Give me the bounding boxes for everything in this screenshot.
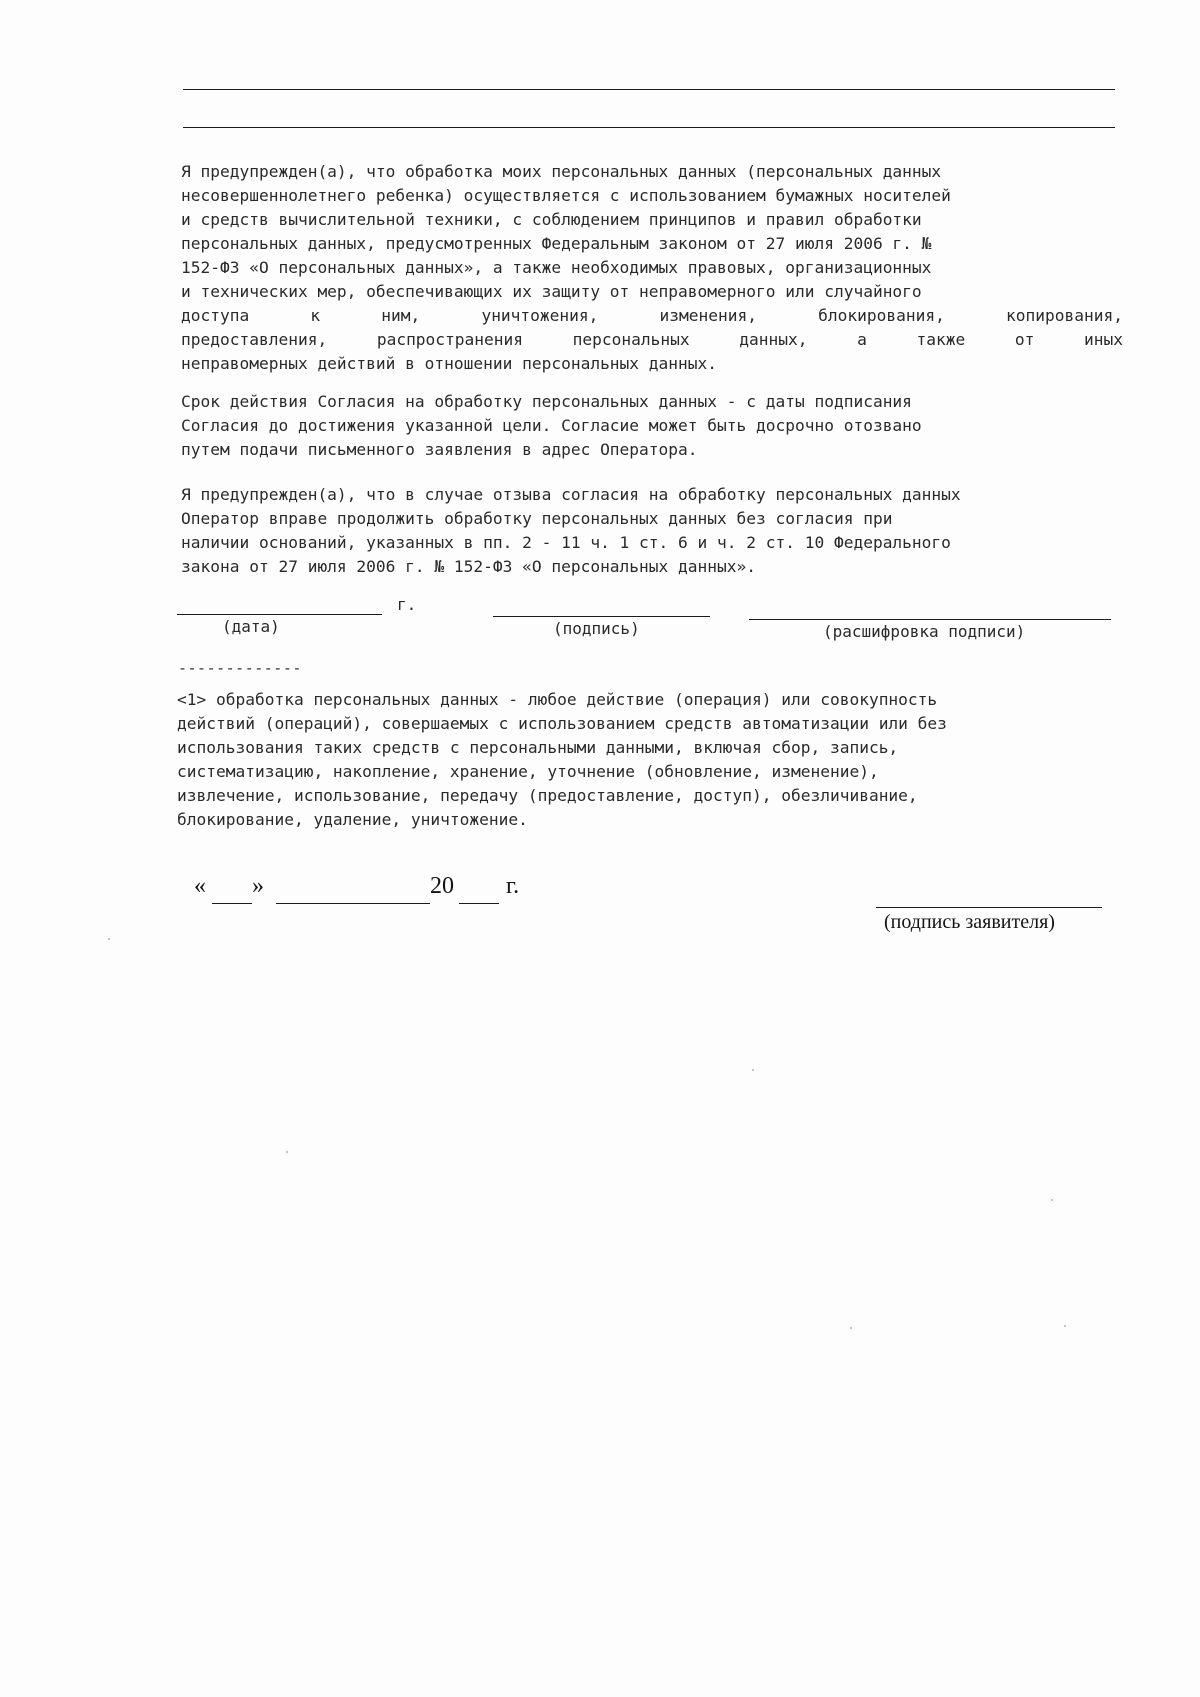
paragraph-line: несовершеннолетнего ребенка) осуществляется с использованием бумажных носителей <box>181 186 951 205</box>
year-line <box>459 903 499 904</box>
paragraph-line: персональных данных, предусмотренных Федеральным законом от 27 июля 2006 г. № <box>181 234 932 253</box>
footnote-line: действий (операций), совершаемых с использованием средств автоматизации или без <box>177 714 947 733</box>
date-caption: (дата) <box>222 617 280 636</box>
paragraph-line: предоставления, распространения персональных данных, а также от иных <box>181 330 1123 349</box>
footnote-line: блокирование, удаление, уничтожение. <box>177 810 528 829</box>
scan-speck <box>850 1327 852 1329</box>
date-line <box>177 614 382 615</box>
footnote-separator: ------------- <box>178 659 302 677</box>
year-suffix: г. <box>506 873 520 899</box>
paragraph-line: закона от 27 июля 2006 г. № 152-ФЗ «О персональных данных». <box>181 557 756 576</box>
footnote-line: систематизацию, накопление, хранение, уточнение (обновление, изменение), <box>177 762 879 781</box>
paragraph-line: и технических мер, обеспечивающих их защиту от неправомерного или случайного <box>181 282 922 301</box>
footnote-line: <1> обработка персональных данных - любое действие (операция) или совокупность <box>177 690 938 709</box>
scan-speck <box>1051 1199 1053 1201</box>
signature-caption: (подпись) <box>553 619 640 638</box>
signature-line <box>493 616 710 617</box>
scan-speck <box>108 938 110 940</box>
scan-speck <box>1064 1325 1066 1327</box>
paragraph-line: наличии оснований, указанных в пп. 2 - 11 ч. 1 ст. 6 и ч. 2 ст. 10 Федерального <box>181 533 951 552</box>
signature-decoding-caption: (расшифровка подписи) <box>823 622 1026 641</box>
paragraph-line: Оператор вправе продолжить обработку персональных данных без согласия при <box>181 509 893 528</box>
term-paragraph <box>181 390 1123 462</box>
scan-speck <box>286 1151 288 1153</box>
paragraph-line: Я предупрежден(а), что обработка моих персональных данных (персональных данных <box>181 162 942 181</box>
scan-speck <box>752 1069 754 1071</box>
warning-paragraph <box>181 160 1123 376</box>
withdrawal-paragraph <box>181 483 1123 579</box>
day-line <box>212 903 252 904</box>
paragraph-line: Я предупрежден(а), что в случае отзыва согласия на обработку персональных данных <box>181 485 961 504</box>
paragraph-line: 152-ФЗ «О персональных данных», а также необходимых правовых, организационных <box>181 258 932 277</box>
month-line <box>276 903 430 904</box>
paragraph-line: и средств вычислительной техники, с соблюдением принципов и правил обработки <box>181 210 922 229</box>
paragraph-line: путем подачи письменного заявления в адрес Оператора. <box>181 440 698 459</box>
footnote-line: использования таких средств с персональными данными, включая сбор, запись, <box>177 738 899 757</box>
paragraph-line: неправомерных действий в отношении персональных данных. <box>181 354 718 373</box>
signature-decoding-line <box>749 619 1111 620</box>
year-suffix: г. <box>397 595 417 614</box>
applicant-signature-caption: (подпись заявителя) <box>884 911 1055 933</box>
paragraph-line: Согласия до достижения указанной цели. Согласие может быть досрочно отозвано <box>181 416 922 435</box>
footnote-line: извлечение, использование, передачу (предоставление, доступ), обезличивание, <box>177 786 918 805</box>
close-quote: » <box>252 873 264 899</box>
year-century: 20 <box>430 873 454 899</box>
footnote-text <box>177 688 1117 832</box>
paragraph-line: доступа к ним, уничтожения, изменения, блокирования, копирования, <box>181 306 1123 325</box>
blank-line-1 <box>183 89 1115 90</box>
blank-line-2 <box>183 127 1115 128</box>
applicant-signature-line <box>876 907 1102 908</box>
paragraph-line: Срок действия Согласия на обработку персональных данных - с даты подписания <box>181 392 912 411</box>
open-quote: « <box>194 873 206 899</box>
